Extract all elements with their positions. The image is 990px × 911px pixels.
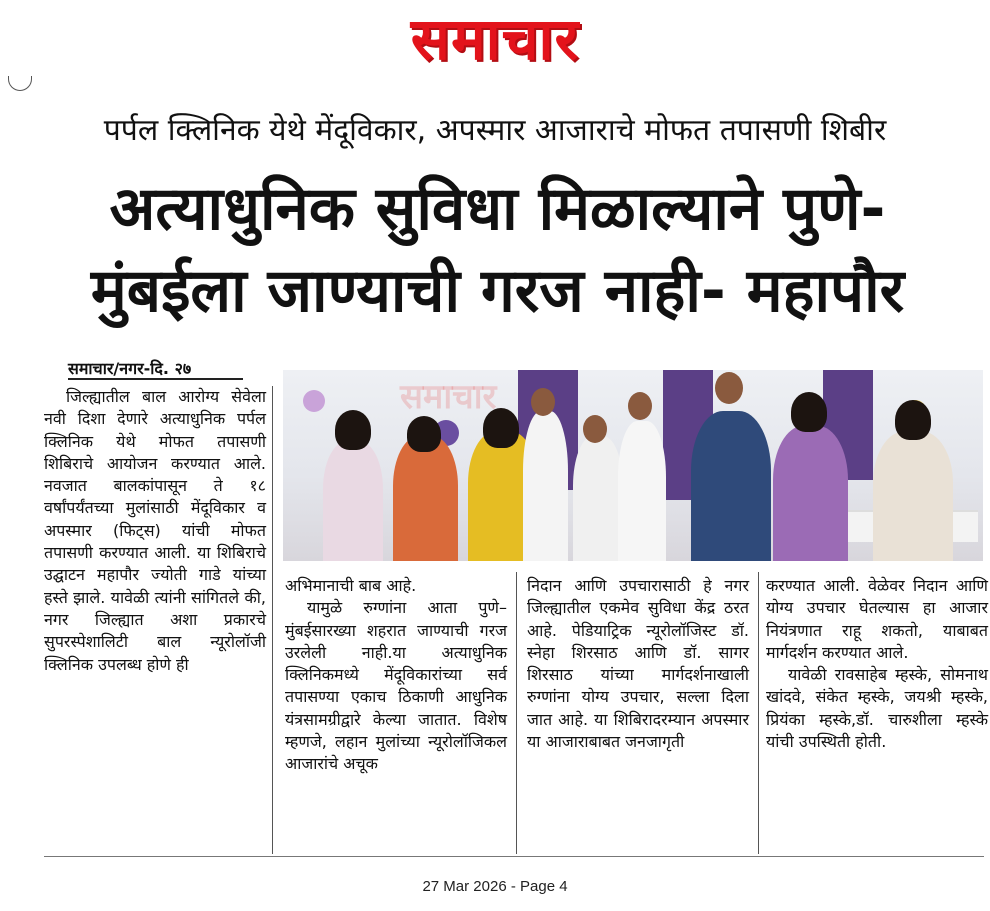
article-column-3 — [527, 575, 749, 753]
person — [618, 421, 666, 561]
column-divider — [272, 386, 273, 854]
person-head — [531, 388, 555, 416]
person-hair — [335, 410, 371, 450]
person-head — [583, 415, 607, 443]
article-headline — [20, 168, 975, 332]
bottom-rule — [44, 856, 984, 857]
balloon — [303, 390, 325, 412]
paragraph: यामुळे रुग्णांना आता पुणे–मुंबईसारख्या शहरात जाण्याची गरज उरलेली नाही.या अत्याधुनिक क्लिनिकमध्ये मेंदूविकारांच्या सर्व तपासण्या एकाच ठिकाणी आधुनिक यंत्रसामग्रीद्वारे केल्या जातात. विशेष म्हणजे, लहान मुलांच्या न्यूरोलॉजिकल आजारांचे अचूक — [285, 598, 507, 774]
page-corner-mark — [8, 76, 32, 91]
page-footer: 27 Mar 2026 - Page 4 — [422, 878, 568, 895]
event-photo — [283, 370, 983, 561]
article-byline: समाचार/नगर-दि. २७ — [68, 359, 192, 378]
article-column-4 — [766, 575, 988, 753]
person — [691, 411, 771, 561]
headline-line-1: अत्याधुनिक सुविधा मिळाल्याने पुणे- — [109, 174, 886, 244]
article-column-1 — [44, 386, 266, 676]
paragraph: करण्यात आली. वेळेवर निदान आणि योग्य उपचार घेतल्यास हा आजार नियंत्रणात राहू शकतो, याबाबत मार्गदर्शन करण्यात आले. — [766, 576, 988, 662]
person — [323, 441, 383, 561]
paragraph: निदान आणि उपचारासाठी हे नगर जिल्ह्यातील एकमेव सुविधा केंद्र ठरत आहे. पेडियाट्रिक न्यूरोलॉजिस्ट डॉ. स्नेहा शिरसाठ आणि डॉ. सागर शिरसाठ यांच्या मार्गदर्शनाखाली रुग्णांना योग्य उपचार, सल्ला दिला जात आहे. या शिबिरादरम्यान अपस्मार या आजाराबाबत जनजागृती — [527, 576, 749, 752]
person — [773, 426, 848, 561]
person — [523, 411, 568, 561]
photo-watermark: समाचार — [400, 377, 497, 417]
masthead-logo: समाचार — [410, 5, 580, 73]
paragraph: अभिमानाची बाब आहे. — [285, 576, 417, 595]
person-head — [715, 372, 743, 404]
person-hair — [895, 400, 931, 440]
person — [393, 436, 458, 561]
person — [573, 436, 623, 561]
column-divider — [516, 572, 517, 854]
paragraph: यावेळी रावसाहेब म्हस्के, सोमनाथ खांदवे, संकेत म्हस्के, जयश्री म्हस्के, प्रियंका म्हस्के,डॉ. चारुशीला म्हस्के यांची उपस्थिती होती. — [766, 665, 988, 752]
byline-rule — [68, 378, 243, 380]
article-column-2 — [285, 575, 507, 776]
person-head — [628, 392, 652, 420]
paragraph: जिल्ह्यातील बाल आरोग्य सेवेला नवी दिशा देणारे अत्याधुनिक पर्पल क्लिनिक येथे मोफत तपासणी शिबिराचे आयोजन करण्यात आले. नवजात बालकांपासून ते १८ वर्षांपर्यंतच्या मुलांसाठी मेंदूविकार व अपस्मार (फिट्स) यांची मोफत तपासणी करण्यात आली. या शिबिराचे उद्घाटन महापौर ज्योती गाडे यांच्या हस्ते झाले. यावेळी त्यांनी सांगितले की, नगर जिल्ह्यात अशा प्रकारचे सुपरस्पेशालिटी बाल न्यूरोलॉजी क्लिनिक उपलब्ध होणे ही — [44, 387, 266, 674]
person-hair — [791, 392, 827, 432]
column-divider — [758, 572, 759, 854]
person — [873, 431, 953, 561]
article-subhead: पर्पल क्लिनिक येथे मेंदूविकार, अपस्मार आजाराचे मोफत तपासणी शिबीर — [103, 113, 887, 148]
headline-line-2: मुंबईला जाण्याची गरज नाही- महापौर — [90, 256, 905, 326]
person-hair — [407, 416, 441, 452]
